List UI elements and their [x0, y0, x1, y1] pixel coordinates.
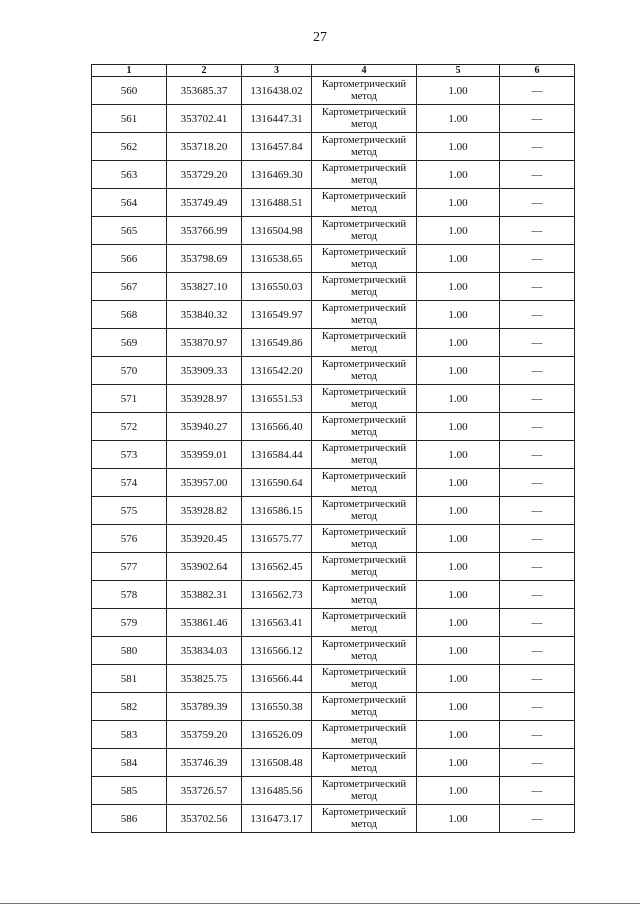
- accuracy-cell: 1.00: [417, 525, 500, 553]
- table-row: [92, 497, 575, 525]
- method-cell: Картометрический метод: [312, 301, 417, 329]
- accuracy-cell: 1.00: [417, 133, 500, 161]
- method-cell: Картометрический метод: [312, 329, 417, 357]
- point-number-cell: 567: [92, 273, 167, 301]
- table-row: [92, 133, 575, 161]
- table-row: [92, 413, 575, 441]
- method-cell: Картометрический метод: [312, 609, 417, 637]
- method-cell: Картометрический метод: [312, 553, 417, 581]
- accuracy-cell: 1.00: [417, 189, 500, 217]
- x-coordinate-cell: 353870.97: [167, 329, 242, 357]
- accuracy-cell: 1.00: [417, 581, 500, 609]
- description-cell: —: [500, 637, 575, 665]
- point-number-cell: 562: [92, 133, 167, 161]
- method-cell: Картометрический метод: [312, 525, 417, 553]
- method-cell: Картометрический метод: [312, 721, 417, 749]
- description-cell: —: [500, 385, 575, 413]
- description-cell: —: [500, 609, 575, 637]
- description-cell: —: [500, 105, 575, 133]
- column-header-2: 2: [167, 65, 242, 77]
- description-cell: —: [500, 553, 575, 581]
- y-coordinate-cell: 1316526.09: [242, 721, 312, 749]
- point-number-cell: 568: [92, 301, 167, 329]
- table-row: [92, 581, 575, 609]
- table-row: [92, 805, 575, 833]
- method-cell: Картометрический метод: [312, 161, 417, 189]
- x-coordinate-cell: 353749.49: [167, 189, 242, 217]
- description-cell: —: [500, 665, 575, 693]
- method-cell: Картометрический метод: [312, 693, 417, 721]
- table-row: [92, 329, 575, 357]
- table-header: [92, 65, 575, 77]
- description-cell: —: [500, 805, 575, 833]
- description-cell: —: [500, 721, 575, 749]
- page-number: 27: [313, 30, 327, 45]
- y-coordinate-cell: 1316584.44: [242, 441, 312, 469]
- accuracy-cell: 1.00: [417, 217, 500, 245]
- y-coordinate-cell: 1316590.64: [242, 469, 312, 497]
- table-row: [92, 273, 575, 301]
- point-number-cell: 577: [92, 553, 167, 581]
- method-cell: Картометрический метод: [312, 805, 417, 833]
- table-row: [92, 749, 575, 777]
- description-cell: —: [500, 441, 575, 469]
- description-cell: —: [500, 161, 575, 189]
- accuracy-cell: 1.00: [417, 497, 500, 525]
- description-cell: —: [500, 329, 575, 357]
- y-coordinate-cell: 1316551.53: [242, 385, 312, 413]
- description-cell: —: [500, 497, 575, 525]
- y-coordinate-cell: 1316550.38: [242, 693, 312, 721]
- x-coordinate-cell: 353840.32: [167, 301, 242, 329]
- page-bottom-edge: [0, 903, 640, 904]
- column-header-3: 3: [242, 65, 312, 77]
- table-row: [92, 189, 575, 217]
- point-number-cell: 583: [92, 721, 167, 749]
- method-cell: Картометрический метод: [312, 217, 417, 245]
- description-cell: —: [500, 749, 575, 777]
- method-cell: Картометрический метод: [312, 637, 417, 665]
- description-cell: —: [500, 217, 575, 245]
- x-coordinate-cell: 353902.64: [167, 553, 242, 581]
- y-coordinate-cell: 1316438.02: [242, 77, 312, 105]
- table-row: [92, 637, 575, 665]
- method-cell: Картометрический метод: [312, 441, 417, 469]
- x-coordinate-cell: 353702.41: [167, 105, 242, 133]
- table-row: [92, 469, 575, 497]
- accuracy-cell: 1.00: [417, 553, 500, 581]
- y-coordinate-cell: 1316504.98: [242, 217, 312, 245]
- accuracy-cell: 1.00: [417, 329, 500, 357]
- method-cell: Картометрический метод: [312, 581, 417, 609]
- x-coordinate-cell: 353861.46: [167, 609, 242, 637]
- description-cell: —: [500, 133, 575, 161]
- method-cell: Картометрический метод: [312, 469, 417, 497]
- method-cell: Картометрический метод: [312, 357, 417, 385]
- x-coordinate-cell: 353746.39: [167, 749, 242, 777]
- description-cell: —: [500, 469, 575, 497]
- accuracy-cell: 1.00: [417, 693, 500, 721]
- y-coordinate-cell: 1316538.65: [242, 245, 312, 273]
- method-cell: Картометрический метод: [312, 245, 417, 273]
- point-number-cell: 572: [92, 413, 167, 441]
- table-row: [92, 357, 575, 385]
- table-row: [92, 77, 575, 105]
- y-coordinate-cell: 1316562.73: [242, 581, 312, 609]
- description-cell: —: [500, 189, 575, 217]
- accuracy-cell: 1.00: [417, 105, 500, 133]
- method-cell: Картометрический метод: [312, 777, 417, 805]
- table-row: [92, 301, 575, 329]
- y-coordinate-cell: 1316542.20: [242, 357, 312, 385]
- y-coordinate-cell: 1316457.84: [242, 133, 312, 161]
- point-number-cell: 573: [92, 441, 167, 469]
- method-cell: Картометрический метод: [312, 749, 417, 777]
- y-coordinate-cell: 1316566.40: [242, 413, 312, 441]
- accuracy-cell: 1.00: [417, 609, 500, 637]
- method-cell: Картометрический метод: [312, 385, 417, 413]
- y-coordinate-cell: 1316488.51: [242, 189, 312, 217]
- y-coordinate-cell: 1316586.15: [242, 497, 312, 525]
- column-header-5: 5: [417, 65, 500, 77]
- point-number-cell: 580: [92, 637, 167, 665]
- description-cell: —: [500, 525, 575, 553]
- x-coordinate-cell: 353920.45: [167, 525, 242, 553]
- x-coordinate-cell: 353718.20: [167, 133, 242, 161]
- accuracy-cell: 1.00: [417, 385, 500, 413]
- x-coordinate-cell: 353685.37: [167, 77, 242, 105]
- header-row: [92, 65, 575, 77]
- table-row: [92, 217, 575, 245]
- x-coordinate-cell: 353798.69: [167, 245, 242, 273]
- accuracy-cell: 1.00: [417, 441, 500, 469]
- y-coordinate-cell: 1316562.45: [242, 553, 312, 581]
- point-number-cell: 574: [92, 469, 167, 497]
- table-row: [92, 245, 575, 273]
- table-row: [92, 609, 575, 637]
- table-row: [92, 385, 575, 413]
- column-header-6: 6: [500, 65, 575, 77]
- table-row: [92, 553, 575, 581]
- y-coordinate-cell: 1316575.77: [242, 525, 312, 553]
- x-coordinate-cell: 353789.39: [167, 693, 242, 721]
- accuracy-cell: 1.00: [417, 161, 500, 189]
- point-number-cell: 584: [92, 749, 167, 777]
- y-coordinate-cell: 1316508.48: [242, 749, 312, 777]
- y-coordinate-cell: 1316485.56: [242, 777, 312, 805]
- accuracy-cell: 1.00: [417, 469, 500, 497]
- point-number-cell: 578: [92, 581, 167, 609]
- x-coordinate-cell: 353702.56: [167, 805, 242, 833]
- accuracy-cell: 1.00: [417, 245, 500, 273]
- table-row: [92, 721, 575, 749]
- point-number-cell: 581: [92, 665, 167, 693]
- y-coordinate-cell: 1316549.86: [242, 329, 312, 357]
- method-cell: Картометрический метод: [312, 189, 417, 217]
- x-coordinate-cell: 353726.57: [167, 777, 242, 805]
- x-coordinate-cell: 353957.00: [167, 469, 242, 497]
- method-cell: Картометрический метод: [312, 133, 417, 161]
- accuracy-cell: 1.00: [417, 301, 500, 329]
- point-number-cell: 576: [92, 525, 167, 553]
- description-cell: —: [500, 245, 575, 273]
- point-number-cell: 563: [92, 161, 167, 189]
- method-cell: Картометрический метод: [312, 497, 417, 525]
- point-number-cell: 560: [92, 77, 167, 105]
- x-coordinate-cell: 353834.03: [167, 637, 242, 665]
- point-number-cell: 565: [92, 217, 167, 245]
- point-number-cell: 570: [92, 357, 167, 385]
- description-cell: —: [500, 413, 575, 441]
- description-cell: —: [500, 357, 575, 385]
- point-number-cell: 575: [92, 497, 167, 525]
- y-coordinate-cell: 1316550.03: [242, 273, 312, 301]
- accuracy-cell: 1.00: [417, 273, 500, 301]
- table-row: [92, 665, 575, 693]
- x-coordinate-cell: 353827.10: [167, 273, 242, 301]
- accuracy-cell: 1.00: [417, 749, 500, 777]
- accuracy-cell: 1.00: [417, 77, 500, 105]
- x-coordinate-cell: 353959.01: [167, 441, 242, 469]
- x-coordinate-cell: 353928.82: [167, 497, 242, 525]
- table-row: [92, 105, 575, 133]
- y-coordinate-cell: 1316566.44: [242, 665, 312, 693]
- table-row: [92, 161, 575, 189]
- column-header-1: 1: [92, 65, 167, 77]
- point-number-cell: 585: [92, 777, 167, 805]
- method-cell: Картометрический метод: [312, 273, 417, 301]
- accuracy-cell: 1.00: [417, 777, 500, 805]
- x-coordinate-cell: 353909.33: [167, 357, 242, 385]
- method-cell: Картометрический метод: [312, 105, 417, 133]
- point-number-cell: 561: [92, 105, 167, 133]
- point-number-cell: 586: [92, 805, 167, 833]
- y-coordinate-cell: 1316473.17: [242, 805, 312, 833]
- method-cell: Картометрический метод: [312, 413, 417, 441]
- description-cell: —: [500, 581, 575, 609]
- description-cell: —: [500, 777, 575, 805]
- method-cell: Картометрический метод: [312, 665, 417, 693]
- x-coordinate-cell: 353940.27: [167, 413, 242, 441]
- accuracy-cell: 1.00: [417, 721, 500, 749]
- table-row: [92, 441, 575, 469]
- y-coordinate-cell: 1316563.41: [242, 609, 312, 637]
- point-number-cell: 582: [92, 693, 167, 721]
- point-number-cell: 564: [92, 189, 167, 217]
- x-coordinate-cell: 353759.20: [167, 721, 242, 749]
- accuracy-cell: 1.00: [417, 665, 500, 693]
- x-coordinate-cell: 353928.97: [167, 385, 242, 413]
- y-coordinate-cell: 1316469.30: [242, 161, 312, 189]
- description-cell: —: [500, 77, 575, 105]
- description-cell: —: [500, 273, 575, 301]
- point-number-cell: 569: [92, 329, 167, 357]
- point-number-cell: 566: [92, 245, 167, 273]
- y-coordinate-cell: 1316549.97: [242, 301, 312, 329]
- accuracy-cell: 1.00: [417, 805, 500, 833]
- y-coordinate-cell: 1316447.31: [242, 105, 312, 133]
- coordinates-table: [91, 64, 575, 833]
- description-cell: —: [500, 301, 575, 329]
- table-row: [92, 525, 575, 553]
- x-coordinate-cell: 353766.99: [167, 217, 242, 245]
- accuracy-cell: 1.00: [417, 357, 500, 385]
- x-coordinate-cell: 353882.31: [167, 581, 242, 609]
- accuracy-cell: 1.00: [417, 637, 500, 665]
- x-coordinate-cell: 353729.20: [167, 161, 242, 189]
- column-header-4: 4: [312, 65, 417, 77]
- y-coordinate-cell: 1316566.12: [242, 637, 312, 665]
- point-number-cell: 571: [92, 385, 167, 413]
- table-body: [92, 77, 575, 833]
- table-row: [92, 777, 575, 805]
- accuracy-cell: 1.00: [417, 413, 500, 441]
- method-cell: Картометрический метод: [312, 77, 417, 105]
- table-row: [92, 693, 575, 721]
- point-number-cell: 579: [92, 609, 167, 637]
- x-coordinate-cell: 353825.75: [167, 665, 242, 693]
- description-cell: —: [500, 693, 575, 721]
